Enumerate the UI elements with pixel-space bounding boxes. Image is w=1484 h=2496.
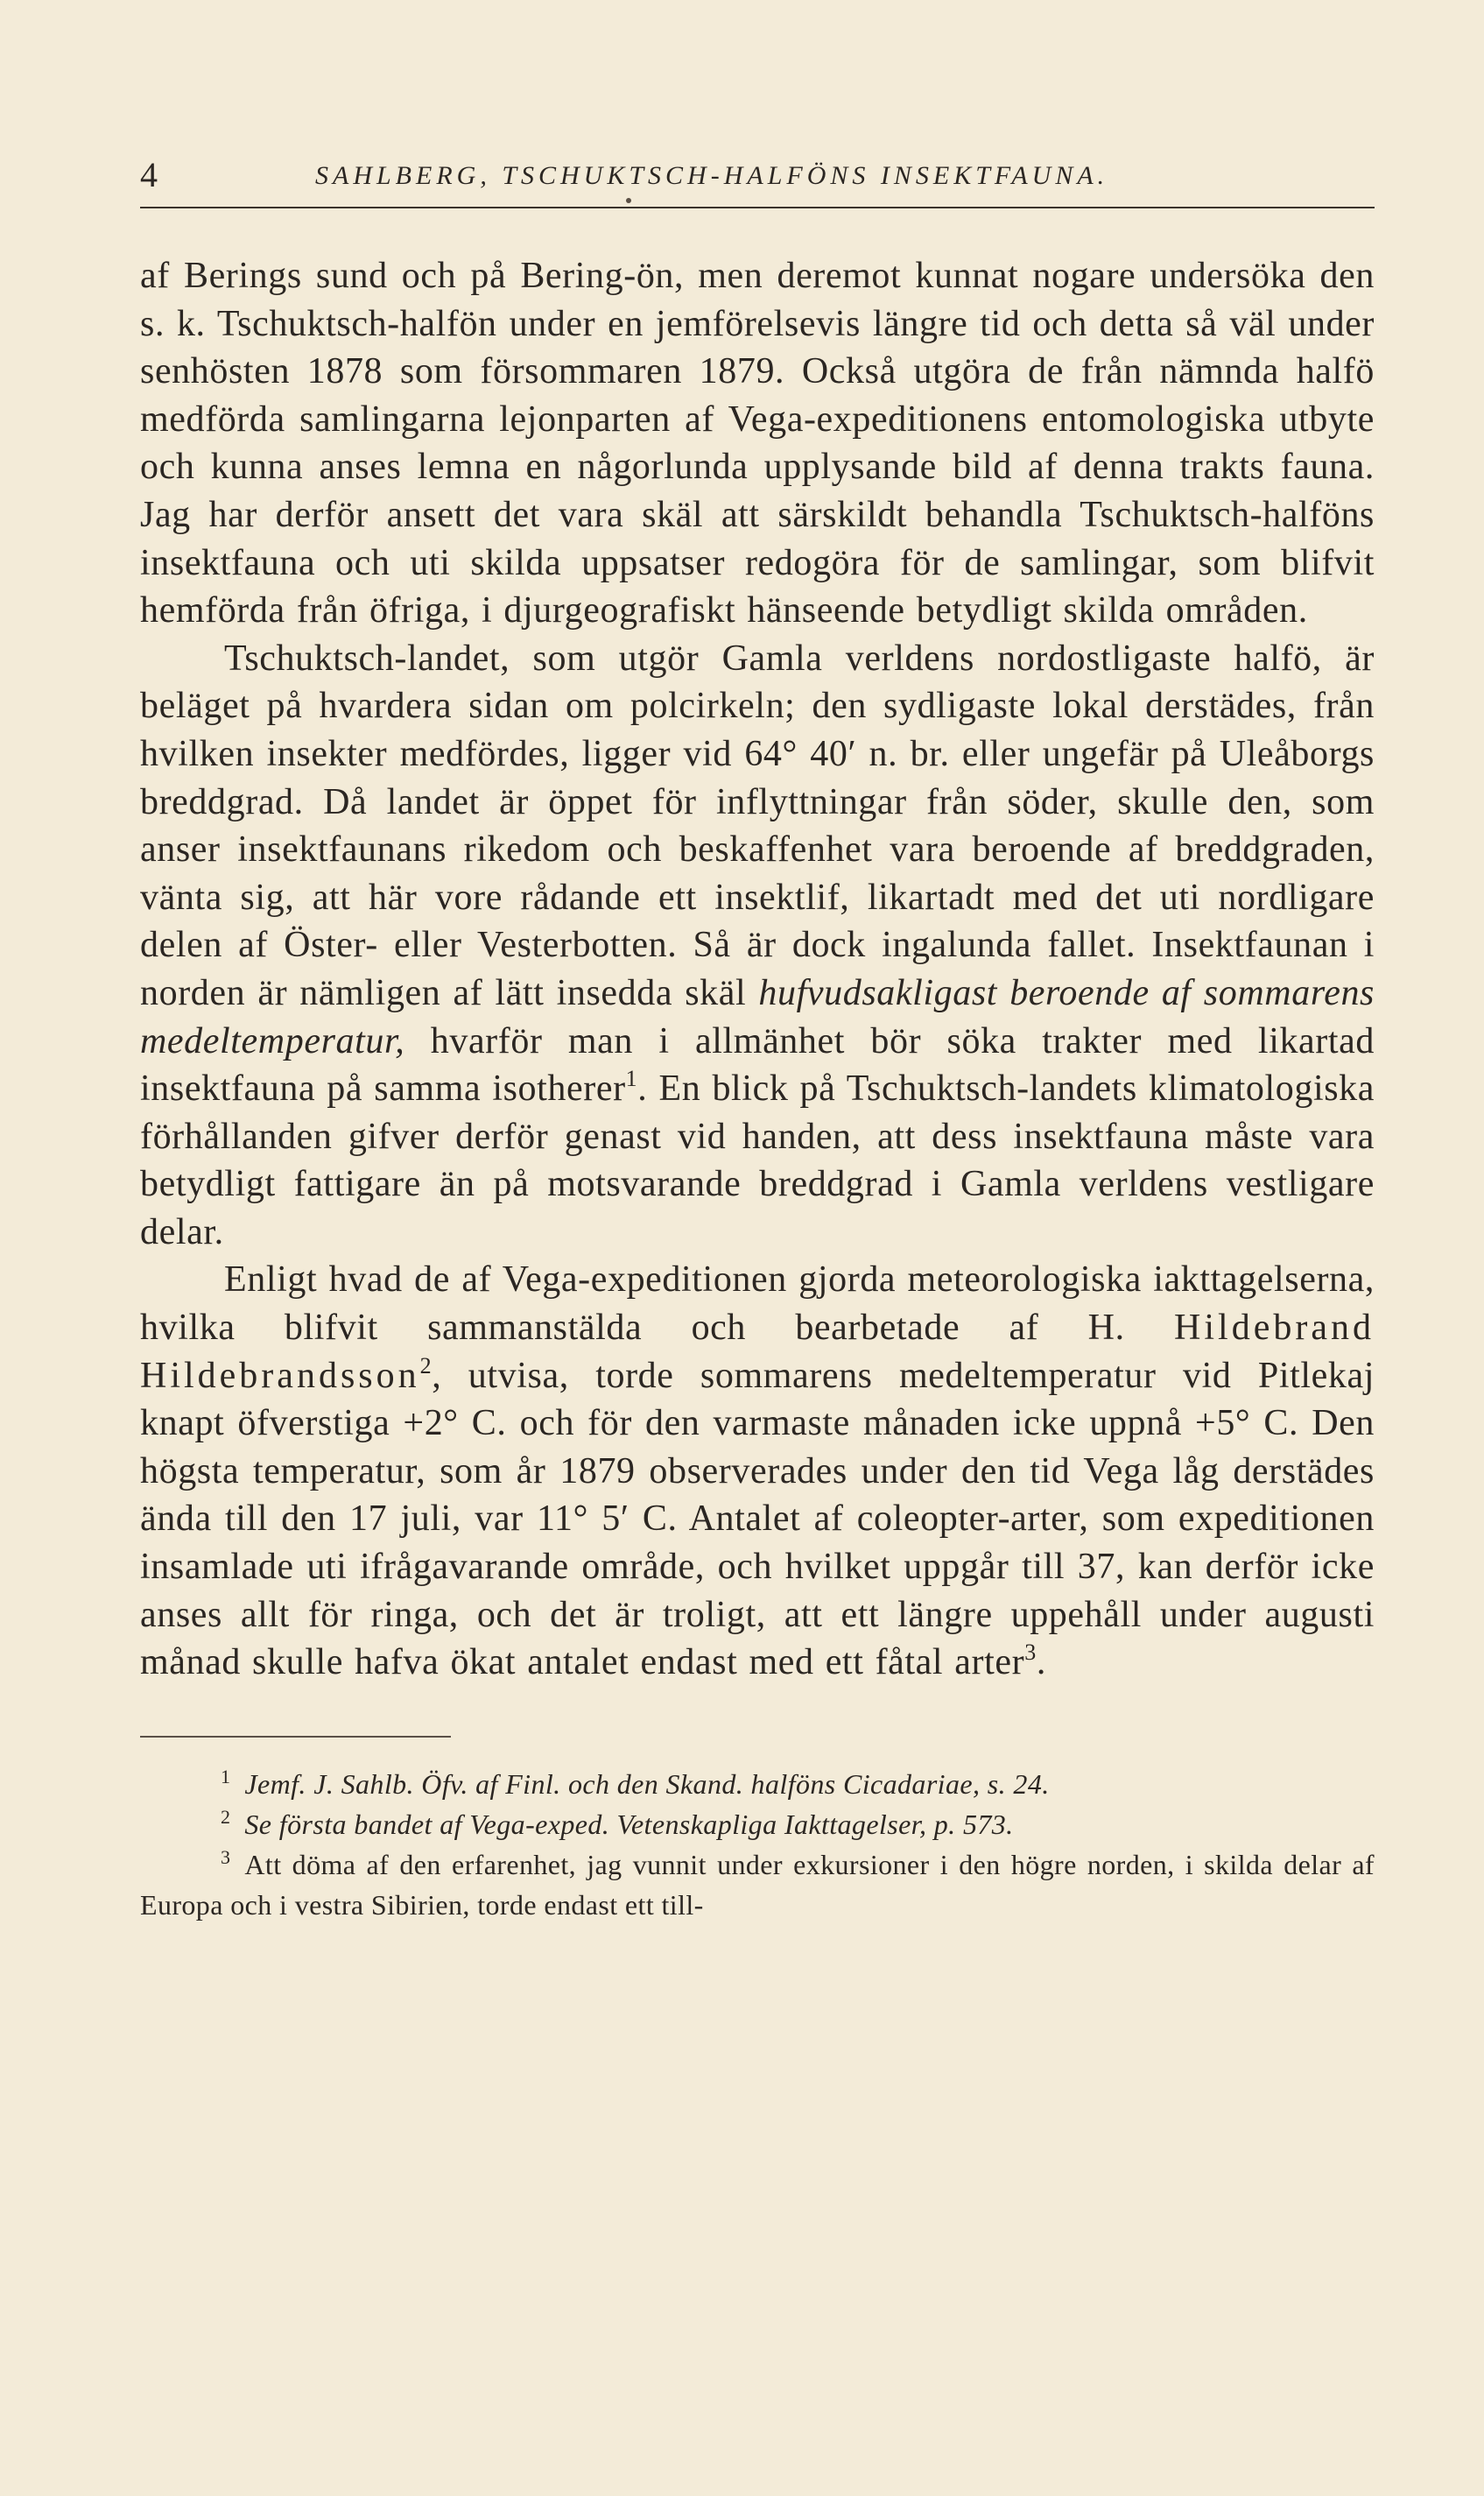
paragraph-3-text-b: , utvisa, torde sommarens medeltemperatur vid Pitlekaj knapt öfverstiga +2° C. och för den varmaste månaden icke uppnå +5° C. Den högsta temperatur, som år 1879 observerades under den tid Vega låg derstädes ända till den 17 juli, var 11° 5′ C. Antalet af coleopter-arter, som expeditionen insamlade uti ifrågavarande område, och hvilket uppgår till 37, kan derför icke anses allt för ringa, och det är troligt, att ett längre uppehåll under augusti månad skulle hafva ökat antalet endast med ett fåtal arter bbox=[140, 1355, 1375, 1683]
page-header bbox=[140, 149, 1375, 208]
footnote-ref-1: 1 bbox=[625, 1066, 638, 1092]
footnote-2-mark: 2 bbox=[221, 1805, 231, 1828]
paragraph-1: af Berings sund och på Bering-ön, men deremot kunnat nogare undersöka den s. k. Tschuktsch-halfön under en jemförelsevis längre tid och detta så väl under senhösten 1878 som försommaren 1879. Också utgöra de från nämnda halfö medförda samlingarna lejonparten af Vega-expeditionens entomologiska utbyte och kunna anses lemna en någorlunda upplysande bild af denna trakts fauna. Jag har derför ansett det vara skäl att särskildt behandla Tschuktsch-halföns insektfauna och uti skilda uppsatser redogöra för de samlingar, som blifvit hemförda från öfriga, i djurgeografiskt hänseende betydligt skilda områden. bbox=[140, 256, 1375, 631]
paragraph-2-text-c: . En blick på Tschuktsch-landets klimatologiska förhållanden gifver derför genast vid handen, att dess insektfauna måste vara betydligt fattigare än på motsvarande breddgrad i Gamla verldens vestligare delar. bbox=[140, 1068, 1375, 1252]
footnote-3 bbox=[140, 1844, 1375, 1925]
paragraph-2-text-b: hvarför man i allmänhet bör söka trakter med likartad insektfauna på samma isotherer bbox=[140, 1020, 1375, 1110]
paragraph-2-emphasis: hufvudsakligast beroende af sommarens medeltemperatur, bbox=[140, 972, 1375, 1061]
ink-dot-mark bbox=[626, 198, 631, 203]
footnote-2-text: Se första bandet af Vega-exped. Vetenskapliga Iakttagelser, p. 573. bbox=[244, 1808, 1014, 1840]
footnote-3-text: Att döma af den erfarenhet, jag vunnit under exkursioner i den högre norden, i skilda delar af Europa och i vestra Sibirien, torde endast ett till- bbox=[140, 1848, 1375, 1921]
footnote-2 bbox=[140, 1804, 1375, 1844]
paragraph-3-text-a: Enligt hvad de af Vega-expeditionen gjorda meteorologiska iakttagelserna, hvilka blifvit sammanstälda och bearbetade af H. bbox=[140, 1259, 1375, 1349]
footnotes bbox=[140, 1764, 1375, 1925]
paragraph-3-text-c: . bbox=[1036, 1642, 1046, 1683]
paragraph-2-text-a: Tschuktsch-landet, som utgör Gamla verldens nordostligaste halfö, är beläget på hvardera sidan om polcirkeln; den sydligaste lokal derstädes, från hvilken insekter medfördes, ligger vid 64° 40′ n. br. eller ungefär på Uleåborgs breddgrad. Då landet är öppet för inflyttningar från söder, skulle den, som anser insektfaunans rikedom och beskaffenhet vara beroende af breddgraden, vänta sig, att här vore rådande ett insektlif, likartadt med det uti nordligare delen af Öster- eller Vesterbotten. Så är dock ingalunda fallet. Insektfaunan i norden är nämligen af lätt insedda skäl bbox=[140, 638, 1375, 1013]
footnote-3-mark: 3 bbox=[221, 1845, 231, 1868]
running-title: SAHLBERG, TSCHUKTSCH-HALFÖNS INSEKTFAUNA. bbox=[315, 161, 1109, 190]
footnote-divider bbox=[140, 1736, 451, 1738]
footnote-1 bbox=[140, 1764, 1375, 1804]
page-number: 4 bbox=[140, 155, 158, 194]
body-text bbox=[140, 252, 1375, 1687]
footnote-ref-3: 3 bbox=[1024, 1639, 1037, 1666]
footnote-1-text: Jemf. J. Sahlb. Öfv. af Finl. och den Skand. halföns Cicadariae, s. 24. bbox=[244, 1767, 1050, 1800]
paragraph-2 bbox=[140, 635, 1375, 1257]
author-name-spaced: Hildebrand Hildebrandsson bbox=[140, 1308, 1375, 1396]
paragraph-3 bbox=[140, 1256, 1375, 1686]
footnote-ref-2: 2 bbox=[419, 1352, 433, 1378]
footnote-1-mark: 1 bbox=[221, 1765, 231, 1787]
book-page bbox=[140, 149, 1375, 1925]
